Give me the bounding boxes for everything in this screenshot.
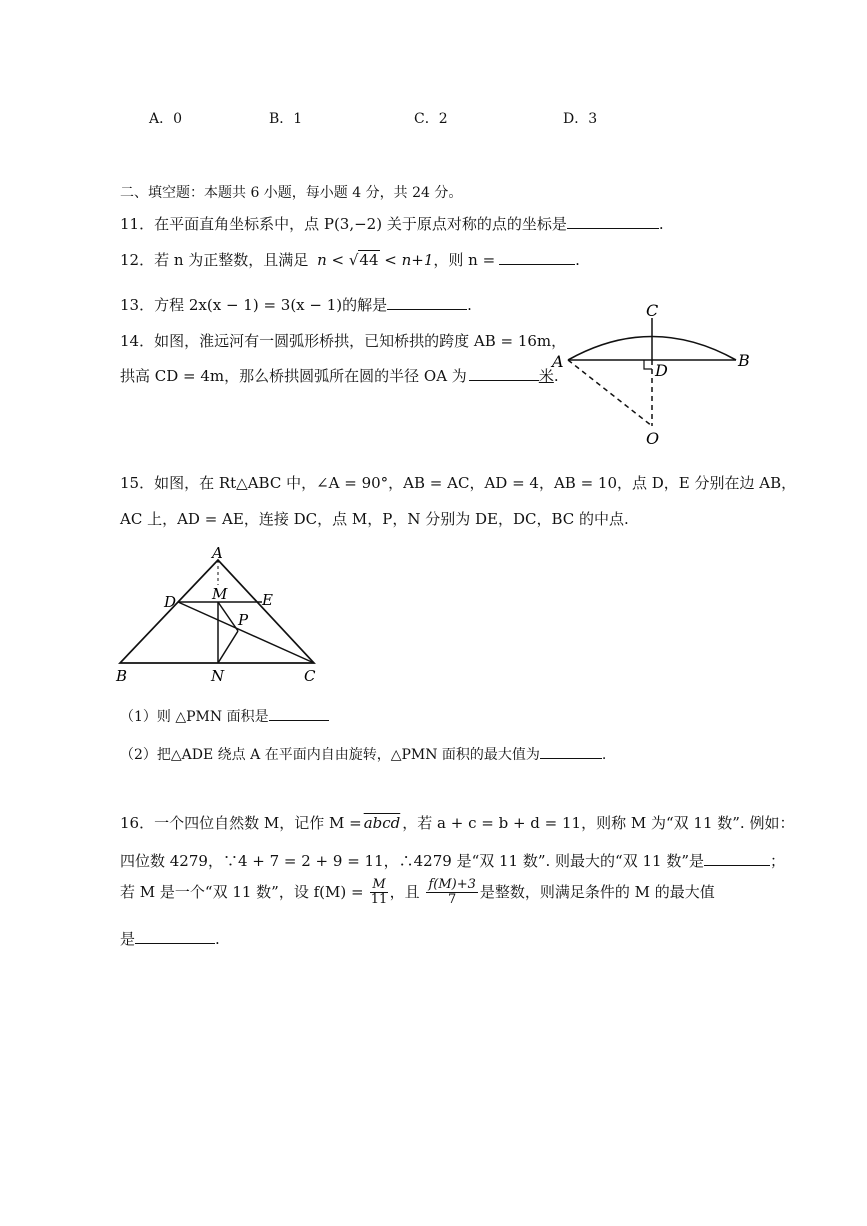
- fraction-m-over-11: [370, 878, 387, 908]
- question-16-line1-a: 16．一个四位自然数 M，记作 M =: [120, 814, 362, 832]
- answer-blank-16-1[interactable]: [704, 851, 770, 866]
- question-16-line3: [120, 878, 715, 908]
- question-16-line3-c: 是整数，则满足条件的 M 的最大值: [479, 882, 715, 901]
- answer-blank-12[interactable]: [499, 250, 575, 265]
- question-12-ineq-left: n <: [317, 251, 345, 269]
- label-c2: C: [304, 667, 316, 685]
- question-12-then: ，则 n =: [433, 251, 496, 269]
- section-heading: 二、填空题：本题共 6 小题，每小题 4 分，共 24 分。: [120, 185, 463, 201]
- label-d2: D: [164, 593, 177, 611]
- question-14-unit: 米: [538, 367, 554, 385]
- question-16-line4-end: .: [215, 930, 220, 948]
- answer-blank-13[interactable]: [387, 295, 467, 310]
- question-11-end: .: [658, 215, 664, 233]
- label-e2: E: [262, 591, 273, 609]
- option-d: D．3: [563, 111, 598, 127]
- segment-ao: [568, 360, 652, 426]
- question-12-ineq-right: < n+1: [384, 251, 434, 269]
- question-13-end: .: [467, 296, 472, 314]
- question-11-text: 11．在平面直角坐标系中，点 P(3,−2) 关于原点对称的点的坐标是: [120, 215, 567, 233]
- question-16-line1: [120, 812, 794, 833]
- triangle-figure: [110, 545, 330, 685]
- bridge-arch-figure: [540, 301, 770, 453]
- question-14-line2-text: 拱高 CD = 4m，那么桥拱圆弧所在圆的半径 OA 为: [120, 367, 467, 385]
- triangle-abc: [120, 560, 314, 663]
- answer-blank-15-2[interactable]: [540, 744, 602, 759]
- label-m2: M: [212, 585, 228, 603]
- label-a2: A: [212, 544, 223, 562]
- answer-blank-11[interactable]: [567, 214, 659, 229]
- label-d: D: [655, 361, 668, 380]
- segment-mp: [218, 602, 238, 631]
- segment-pn: [218, 631, 238, 663]
- option-b: B．1: [269, 111, 303, 127]
- fraction-fm-plus-3-over-7: [426, 878, 477, 908]
- question-14-end: .: [553, 367, 559, 385]
- question-12-radicand: 44: [359, 251, 379, 269]
- question-16-line3-b: ，且: [389, 882, 420, 901]
- question-15-part2: [120, 744, 606, 764]
- label-b: B: [738, 351, 750, 370]
- fraction-1-numerator: M: [372, 877, 386, 892]
- fraction-1-denominator: 11: [370, 892, 388, 908]
- question-16-line2-text: 四位数 4279，∵4 + 7 = 2 + 9 = 11，∴4279 是“双 11 数”. 则最大的“双 11 数”是: [120, 852, 705, 870]
- label-b2: B: [116, 667, 128, 685]
- label-p2: P: [238, 611, 249, 629]
- answer-blank-14[interactable]: [469, 366, 539, 381]
- answer-blank-16-2[interactable]: [135, 929, 215, 944]
- fraction-2-numerator: f(M)+3: [428, 877, 476, 892]
- option-a: A．0: [149, 111, 183, 127]
- question-16-overline: abcd: [363, 814, 401, 832]
- question-15-part1-text: （1）则 △PMN 面积是: [120, 709, 269, 725]
- label-o: O: [646, 429, 660, 448]
- question-15-line1: 15．如图，在 Rt△ABC 中，∠A = 90°，AB = AC，AD = 4，AB = 10，点 D，E 分别在边 AB，: [120, 474, 797, 492]
- question-15-part2-text: （2）把△ADE 绕点 A 在平面内自由旋转，△PMN 面积的最大值为: [120, 747, 540, 763]
- question-15-part1: [120, 706, 329, 726]
- question-15-part2-end: .: [601, 747, 607, 763]
- option-c: C．2: [414, 111, 448, 127]
- answer-blank-15-1[interactable]: [269, 706, 329, 721]
- label-c: C: [646, 301, 659, 320]
- right-angle-mark: [644, 360, 652, 369]
- question-14-line2: [120, 365, 559, 386]
- question-16-line1-b: ，若 a + c = b + d = 11，则称 M 为“双 11 数”. 例如：: [402, 814, 795, 832]
- question-15-line2: AC 上，AD = AE，连接 DC，点 M，P，N 分别为 DE，DC，BC 的中点.: [120, 510, 629, 528]
- question-13-text: 13．方程 2x(x − 1) = 3(x − 1)的解是: [120, 296, 388, 314]
- question-12-end: .: [575, 251, 580, 269]
- fraction-2-denominator: 7: [448, 892, 457, 908]
- question-12-prefix: 12．若 n 为正整数，且满足: [120, 251, 309, 269]
- question-13: [120, 294, 472, 315]
- question-14-line1: 14．如图，淮远河有一圆弧形桥拱，已知桥拱的跨度 AB = 16m，: [120, 332, 567, 350]
- question-12: 12．若 n 为正整数，且满足 n < √44 < n+1，则 n = .: [120, 251, 580, 269]
- question-11: [120, 213, 664, 234]
- question-16-line4: [120, 928, 220, 949]
- label-a: A: [552, 352, 564, 371]
- question-16-line2-end: ；: [770, 852, 786, 870]
- question-16-line4-text: 是: [120, 930, 136, 948]
- label-n2: N: [211, 667, 225, 685]
- question-16-line3-a: 若 M 是一个“双 11 数”，设 f(M) =: [120, 882, 364, 901]
- question-16-line2: [120, 850, 785, 871]
